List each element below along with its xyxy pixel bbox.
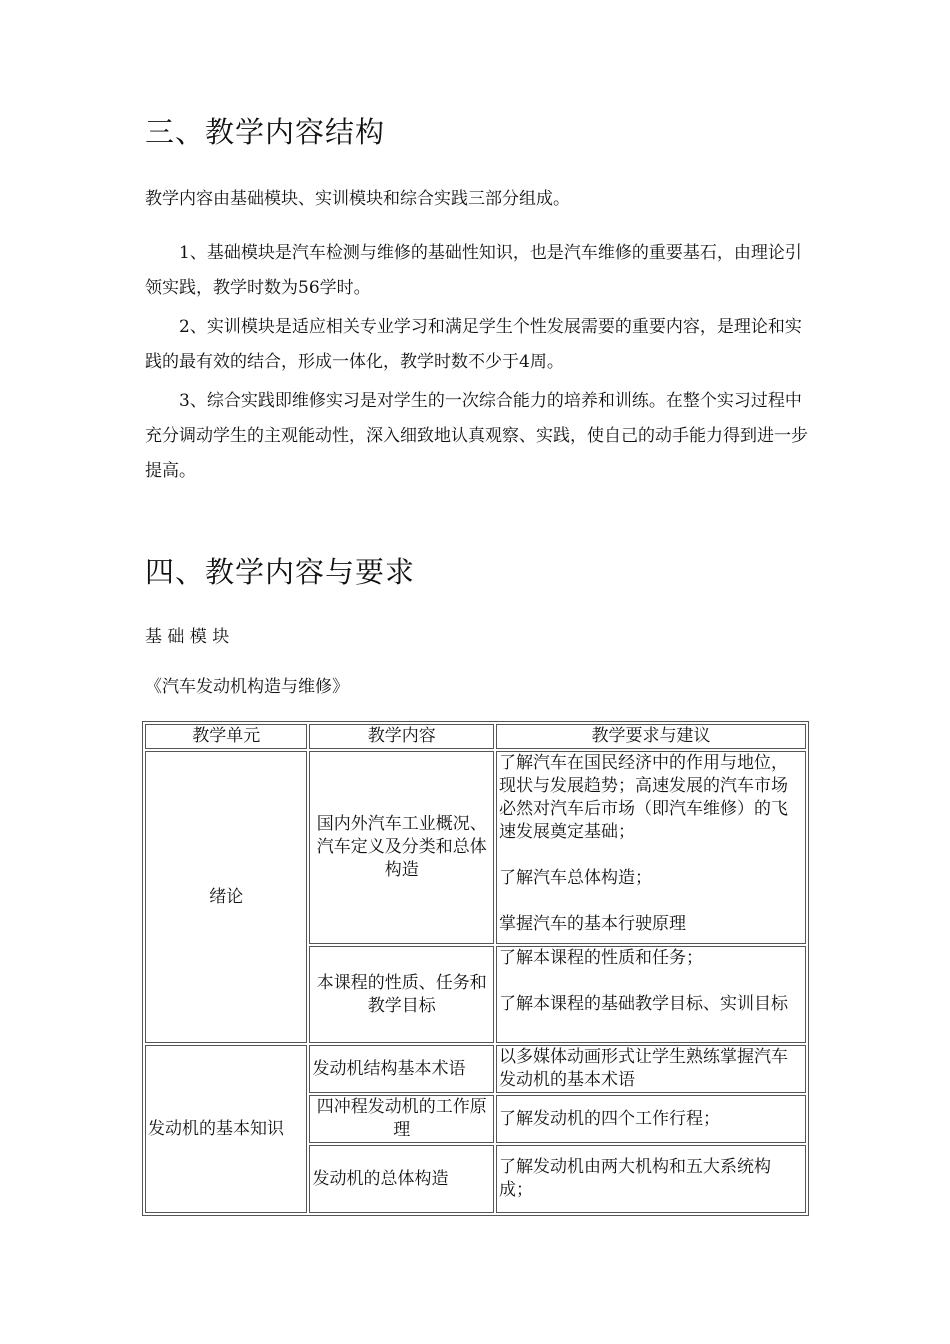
course-title: 《汽车发动机构造与维修》 bbox=[145, 677, 349, 697]
requirement-cell: 以多媒体动画形式让学生熟练掌握汽车发动机的基本术语 bbox=[496, 1045, 806, 1093]
content-cell: 发动机结构基本术语 bbox=[309, 1045, 493, 1093]
section3-item-3: 3、综合实践即维修实习是对学生的一次综合能力的培养和训练。在整个实习过程中充分调动学生的主观能动性，深入细致地认真观察、实践，使自己的动手能力得到进一步提高。 bbox=[145, 391, 808, 481]
requirement-cell: 了解本课程的性质和任务； 了解本课程的基础教学目标、实训目标 bbox=[496, 946, 806, 1043]
section3-item-2: 2、实训模块是适应相关专业学习和满足学生个性发展需要的重要内容，是理论和实践的最有效的结合，形成一体化，教学时数不少于4周。 bbox=[145, 317, 802, 372]
header-content: 教学内容 bbox=[309, 724, 493, 749]
content-cell: 发动机的总体构造 bbox=[309, 1145, 493, 1213]
content-table bbox=[142, 721, 809, 1216]
requirement-cell: 了解汽车在国民经济中的作用与地位，现状与发展趋势；高速发展的汽车市场必然对汽车后市场（即汽车维修）的飞速发展奠定基础； 了解汽车总体构造； 掌握汽车的基本行驶原理 bbox=[496, 751, 806, 944]
content-cell: 本课程的性质、任务和教学目标 bbox=[309, 946, 493, 1043]
header-unit: 教学单元 bbox=[145, 724, 307, 749]
unit-cell: 绪论 bbox=[145, 751, 307, 1043]
requirement-cell: 了解发动机的四个工作行程； bbox=[496, 1095, 806, 1143]
content-cell: 四冲程发动机的工作原理 bbox=[309, 1095, 493, 1143]
requirement-cell: 了解发动机由两大机构和五大系统构成； bbox=[496, 1145, 806, 1213]
table-header-row bbox=[145, 724, 806, 749]
content-cell: 国内外汽车工业概况、汽车定义及分类和总体构造 bbox=[309, 751, 493, 944]
unit-cell: 发动机的基本知识 bbox=[145, 1045, 307, 1213]
module-label: 基 础 模 块 bbox=[145, 627, 230, 647]
table-row bbox=[145, 1045, 806, 1093]
section4-heading: 四、教学内容与要求 bbox=[145, 555, 416, 589]
header-requirement: 教学要求与建议 bbox=[496, 724, 806, 749]
section3-heading: 三、教学内容结构 bbox=[145, 115, 386, 149]
table-row bbox=[145, 751, 806, 944]
section3-intro: 教学内容由基础模块、实训模块和综合实践三部分组成。 bbox=[145, 189, 570, 209]
section3-item-1: 1、基础模块是汽车检测与维修的基础性知识，也是汽车维修的重要基石，由理论引领实践，教学时数为56学时。 bbox=[145, 243, 802, 298]
